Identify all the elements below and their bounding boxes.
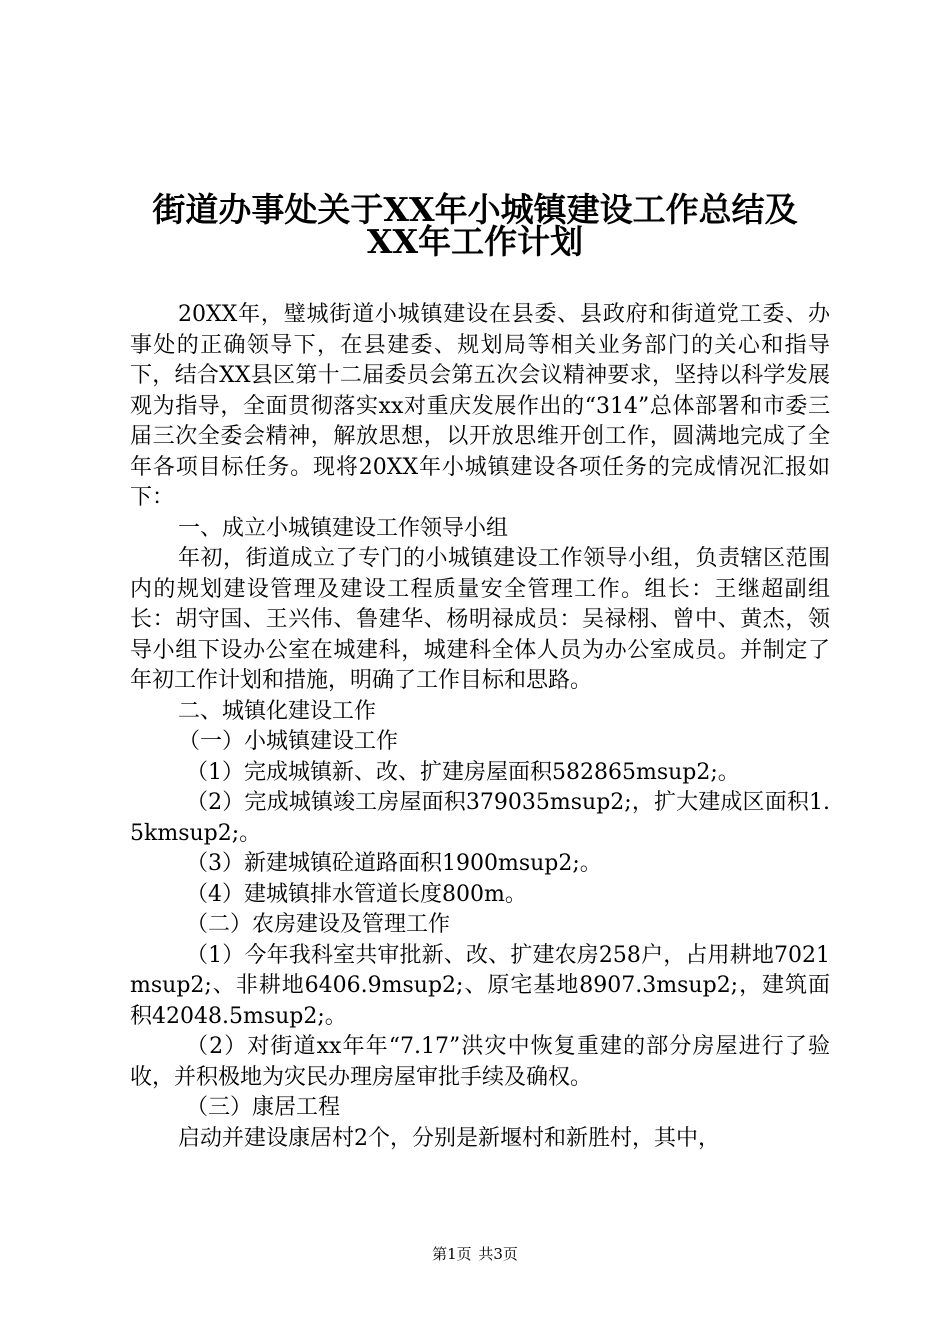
paragraph-kangju: 启动并建设康居村2个，分别是新堰村和新胜村，其中，	[178, 1125, 720, 1151]
subsection-heading-2: （二）农房建设及管理工作	[186, 912, 451, 937]
section-heading-2: 二、城镇化建设工作	[178, 698, 377, 724]
subsection-heading-3: （三）康居工程	[186, 1095, 341, 1120]
paragraph-intro: 20XX年，璧城街道小城镇建设在县委、县政府和街道党工委、办事处的正确领导下，在县建委、规划局等相关业务部门的关心和指导下，结合XX县区第十二届委员会第五次会议精神要求，坚持以科学发展观为指导，全面贯彻落实xx对重庆发展作出的“314”总体部署和市委三届三次全委会精神，解放思想，以开放思维开创工作，圆满地完成了全年各项目标任务。现将20XX年小城镇建设各项任务的完成情况汇报如下：	[130, 302, 830, 510]
document-title-line-1: 街道办事处关于XX年小城镇建设工作总结及	[152, 190, 798, 229]
subsection-heading-1: （一）小城镇建设工作	[178, 729, 399, 754]
list-item: （1）完成城镇新、改、扩建房屋面积582865msup2;。	[186, 759, 740, 785]
page-footer	[0, 1244, 950, 1264]
page-number: 第1页	[432, 1245, 472, 1263]
list-item: （2）对街道xx年年“7.17”洪灾中恢复重建的部分房屋进行了验收，并积极地为灾民办理房屋审批手续及确权。	[130, 1034, 830, 1090]
document-title-line-2: XX年工作计划	[366, 222, 584, 261]
list-item: （3）新建城镇砼道路面积1900msup2;。	[186, 851, 602, 876]
paragraph-leadership: 年初，街道成立了专门的小城镇建设工作领导小组，负责辖区范围内的规划建设管理及建设工程质量安全管理工作。组长：王继超副组长：胡守国、王兴伟、鲁建华、杨明禄成员：吴禄栩、曾中、黄杰，领导小组下设办公室在城建科，城建科全体人员为办公室成员。并制定了年初工作计划和措施，明确了工作目标和思路。	[130, 546, 830, 693]
section-heading-1: 一、成立小城镇建设工作领导小组	[178, 515, 509, 541]
list-item: （4）建城镇排水管道长度800m。	[186, 881, 527, 907]
document-body	[130, 300, 830, 1154]
page-total: 共3页	[478, 1245, 518, 1263]
list-item: （2）完成城镇竣工房屋面积379035msup2;，扩大建成区面积1.5kmsup2;。	[130, 790, 830, 846]
list-item: （1）今年我科室共审批新、改、扩建农房258户，占用耕地7021msup2;、非耕地6406.9msup2;、原宅基地8907.3msup2;，建筑面积42048.5msup2;。	[130, 942, 830, 1029]
